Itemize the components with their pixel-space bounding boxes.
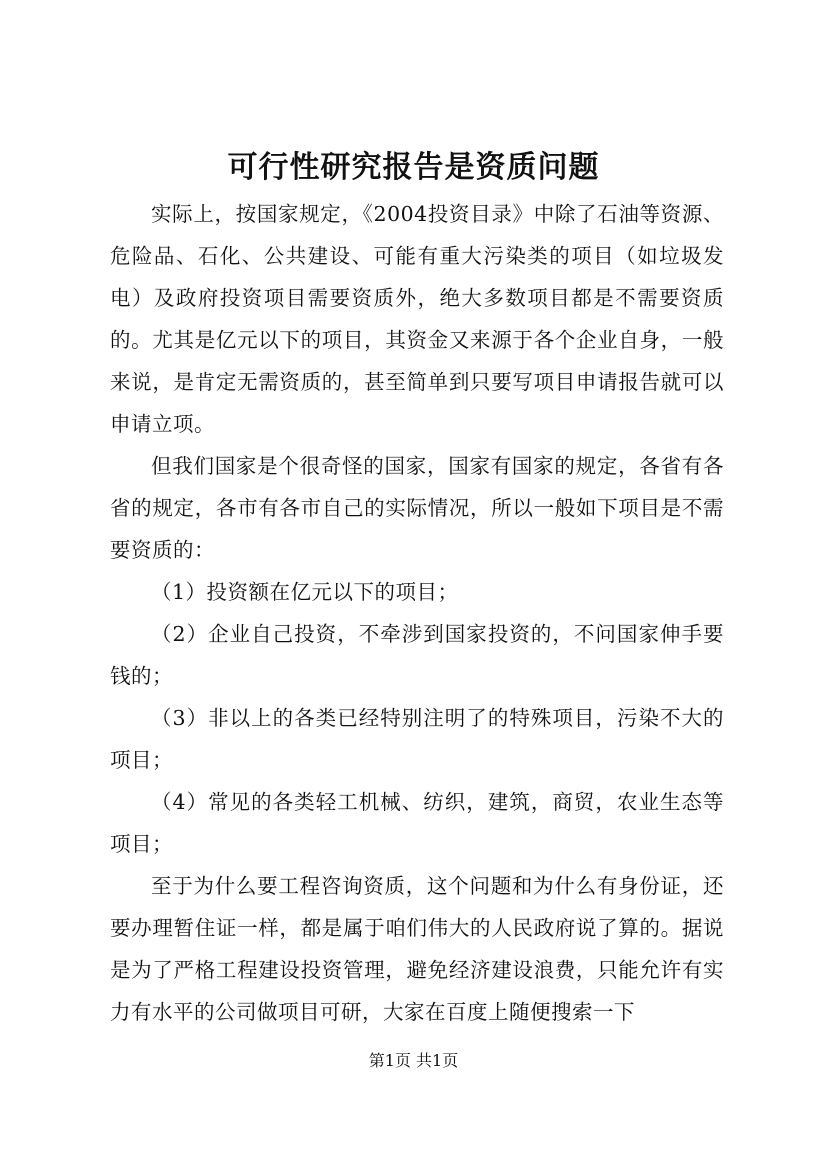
list-item-3: （3）非以上的各类已经特别注明了的特殊项目，污染不大的项目；: [110, 706, 724, 772]
paragraph-intro: 实际上，按国家规定，《2004投资目录》中除了石油等资源、危险品、石化、公共建设、可能有重大污染类的项目（如垃圾发电）及政府投资项目需要资质外，绝大多数项目都是不需要资质的。尤其是亿元以下的项目，其资金又来源于各个企业自身，一般来说，是肯定无需资质的，甚至简单到只要写项目申请报告就可以申请立项。: [110, 202, 724, 436]
list-item-1: （1）投资额在亿元以下的项目；: [151, 580, 459, 604]
document-title: 可行性研究报告是资质问题: [227, 150, 600, 185]
page-footer: 第1页 共1页: [368, 1051, 459, 1070]
list-item-2: （2）企业自己投资，不牵涉到国家投资的，不问国家伸手要钱的；: [110, 622, 724, 688]
paragraph-regional-rules: 但我们国家是个很奇怪的国家，国家有国家的规定，各省有各省的规定，各市有各市自己的实际情况，所以一般如下项目是不需要资质的：: [110, 454, 724, 562]
document-body: [110, 193, 724, 1033]
paragraph-qualification-reason: 至于为什么要工程咨询资质，这个问题和为什么有身份证，还要办理暂住证一样，都是属于咱们伟大的人民政府说了算的。据说是为了严格工程建设投资管理，避免经济建设浪费，只能允许有实力有水平的公司做项目可研，大家在百度上随便搜索一下: [110, 874, 724, 1024]
list-item-4: （4）常见的各类轻工机械、纺织，建筑，商贸，农业生态等项目；: [110, 790, 724, 856]
